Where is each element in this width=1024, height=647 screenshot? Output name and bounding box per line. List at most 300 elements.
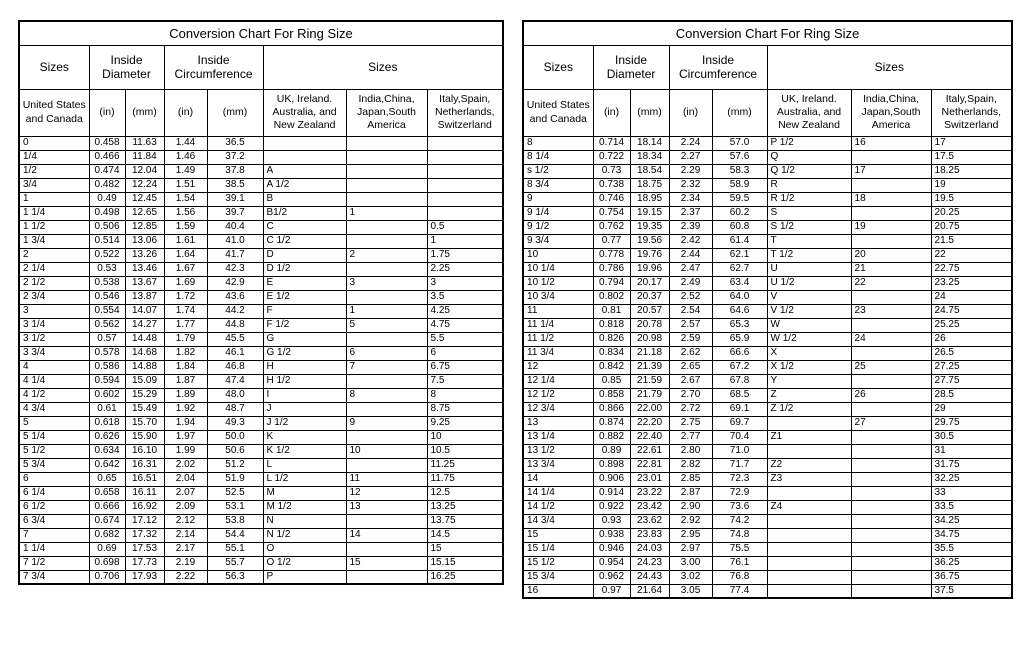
table-cell: 9.25 bbox=[427, 416, 503, 430]
table-cell: 0.49 bbox=[89, 192, 125, 206]
table-row bbox=[523, 136, 1012, 150]
table-cell: 14 3/4 bbox=[523, 514, 593, 528]
table-cell: 41.0 bbox=[207, 234, 263, 248]
table-cell: 44.2 bbox=[207, 304, 263, 318]
table-cell: 0.93 bbox=[593, 514, 630, 528]
column-header-row bbox=[19, 89, 503, 136]
table-cell: 15 3/4 bbox=[523, 570, 593, 584]
table-cell: 21.59 bbox=[630, 374, 669, 388]
table-cell: 4 bbox=[19, 360, 89, 374]
table-cell: 51.2 bbox=[207, 458, 263, 472]
table-row bbox=[523, 514, 1012, 528]
table-cell: 2.97 bbox=[669, 542, 712, 556]
table-cell: 2.02 bbox=[164, 458, 207, 472]
table-cell bbox=[346, 542, 427, 556]
table-cell bbox=[851, 346, 931, 360]
table-row bbox=[523, 150, 1012, 164]
table-cell bbox=[851, 570, 931, 584]
table-cell: 1 bbox=[427, 234, 503, 248]
table-cell bbox=[346, 136, 427, 150]
table-cell: 14.07 bbox=[125, 304, 164, 318]
table-cell: 10 bbox=[427, 430, 503, 444]
table-row bbox=[523, 430, 1012, 444]
table-cell: 3.05 bbox=[669, 584, 712, 598]
table-cell bbox=[767, 570, 851, 584]
table-row bbox=[523, 304, 1012, 318]
table-cell: 14.48 bbox=[125, 332, 164, 346]
table-cell: 10 bbox=[346, 444, 427, 458]
table-row bbox=[523, 444, 1012, 458]
table-cell: 1.94 bbox=[164, 416, 207, 430]
table-cell bbox=[767, 444, 851, 458]
table-title: Conversion Chart For Ring Size bbox=[19, 21, 503, 45]
table-cell: 9 bbox=[346, 416, 427, 430]
table-cell: 22 bbox=[931, 248, 1012, 262]
table-cell bbox=[767, 528, 851, 542]
table-cell: 13.25 bbox=[427, 500, 503, 514]
table-cell: 9 3/4 bbox=[523, 234, 593, 248]
table-cell: 1.49 bbox=[164, 164, 207, 178]
table-cell: 0.858 bbox=[593, 388, 630, 402]
table-cell: 12.5 bbox=[427, 486, 503, 500]
table-cell: 5 1/2 bbox=[19, 444, 89, 458]
table-cell: 18.14 bbox=[630, 136, 669, 150]
table-row bbox=[523, 164, 1012, 178]
table-cell: 6 1/4 bbox=[19, 486, 89, 500]
table-cell: 2.27 bbox=[669, 150, 712, 164]
table-cell: 0.546 bbox=[89, 290, 125, 304]
table-cell: 20.17 bbox=[630, 276, 669, 290]
column-header-circumference-in: (in) bbox=[669, 89, 712, 136]
table-cell: 1.92 bbox=[164, 402, 207, 416]
table-cell: 0.802 bbox=[593, 290, 630, 304]
table-cell bbox=[851, 542, 931, 556]
table-row bbox=[19, 206, 503, 220]
table-cell: 0.97 bbox=[593, 584, 630, 598]
table-cell: 1.46 bbox=[164, 150, 207, 164]
table-cell: 12.24 bbox=[125, 178, 164, 192]
table-cell: 36.25 bbox=[931, 556, 1012, 570]
table-cell: 16 bbox=[851, 136, 931, 150]
table-cell: 1.54 bbox=[164, 192, 207, 206]
table-cell: 0.77 bbox=[593, 234, 630, 248]
table-cell: Z 1/2 bbox=[767, 402, 851, 416]
table-cell: 72.9 bbox=[712, 486, 767, 500]
table-cell: 0.53 bbox=[89, 262, 125, 276]
table-cell: 54.4 bbox=[207, 528, 263, 542]
table-cell: 2.62 bbox=[669, 346, 712, 360]
table-cell: 12.04 bbox=[125, 164, 164, 178]
table-cell: 29 bbox=[931, 402, 1012, 416]
table-cell: 15 bbox=[346, 556, 427, 570]
table-row bbox=[19, 150, 503, 164]
table-row bbox=[19, 416, 503, 430]
table-cell: 11 bbox=[523, 304, 593, 318]
table-cell bbox=[851, 458, 931, 472]
table-cell: 26 bbox=[931, 332, 1012, 346]
table-row bbox=[19, 360, 503, 374]
table-row bbox=[19, 528, 503, 542]
table-cell: 3 3/4 bbox=[19, 346, 89, 360]
table-cell: 63.4 bbox=[712, 276, 767, 290]
table-cell: 15 1/2 bbox=[523, 556, 593, 570]
table-cell: 13 1/2 bbox=[523, 444, 593, 458]
table-cell: Y bbox=[767, 374, 851, 388]
table-row bbox=[523, 416, 1012, 430]
table-cell: 16.25 bbox=[427, 570, 503, 584]
table-cell: 23.25 bbox=[931, 276, 1012, 290]
table-row bbox=[19, 514, 503, 528]
table-row bbox=[19, 304, 503, 318]
table-cell: 12.85 bbox=[125, 220, 164, 234]
table-cell: 19.5 bbox=[931, 192, 1012, 206]
table-cell: 9 1/4 bbox=[523, 206, 593, 220]
table-cell: 55.7 bbox=[207, 556, 263, 570]
table-cell: B1/2 bbox=[263, 206, 346, 220]
table-cell: 15 bbox=[523, 528, 593, 542]
table-cell: 24.03 bbox=[630, 542, 669, 556]
table-cell bbox=[851, 514, 931, 528]
table-cell: 57.6 bbox=[712, 150, 767, 164]
table-cell bbox=[427, 136, 503, 150]
table-cell: A bbox=[263, 164, 346, 178]
table-cell: 15.09 bbox=[125, 374, 164, 388]
table-cell: 17.5 bbox=[931, 150, 1012, 164]
table-cell: 2.87 bbox=[669, 486, 712, 500]
table-cell bbox=[346, 234, 427, 248]
table-cell: B bbox=[263, 192, 346, 206]
table-cell: C 1/2 bbox=[263, 234, 346, 248]
table-cell: 1.51 bbox=[164, 178, 207, 192]
table-cell: 0.642 bbox=[89, 458, 125, 472]
table-cell: 15 bbox=[427, 542, 503, 556]
table-cell: 20.98 bbox=[630, 332, 669, 346]
table-cell bbox=[851, 444, 931, 458]
table-cell: 1.64 bbox=[164, 248, 207, 262]
table-row bbox=[523, 374, 1012, 388]
table-cell: 2.17 bbox=[164, 542, 207, 556]
table-cell: 14 1/2 bbox=[523, 500, 593, 514]
table-row bbox=[19, 290, 503, 304]
table-cell: 12 1/2 bbox=[523, 388, 593, 402]
table-cell: 18.95 bbox=[630, 192, 669, 206]
title-row bbox=[19, 21, 503, 45]
table-cell: 21.18 bbox=[630, 346, 669, 360]
table-cell: 14.68 bbox=[125, 346, 164, 360]
table-cell: 12.45 bbox=[125, 192, 164, 206]
table-cell: I bbox=[263, 388, 346, 402]
table-cell: K 1/2 bbox=[263, 444, 346, 458]
table-cell: 70.4 bbox=[712, 430, 767, 444]
table-cell: 35.5 bbox=[931, 542, 1012, 556]
table-row bbox=[19, 136, 503, 150]
header-inside-diameter: Inside Diameter bbox=[89, 45, 164, 89]
table-cell bbox=[767, 486, 851, 500]
table-cell: 0.5 bbox=[427, 220, 503, 234]
table-cell: 16.51 bbox=[125, 472, 164, 486]
table-cell: W bbox=[767, 318, 851, 332]
table-cell: 2.42 bbox=[669, 234, 712, 248]
table-cell: 4 3/4 bbox=[19, 402, 89, 416]
table-cell: 0.674 bbox=[89, 514, 125, 528]
table-cell: 13 bbox=[523, 416, 593, 430]
table-cell: 5 bbox=[19, 416, 89, 430]
table-cell bbox=[767, 584, 851, 598]
table-cell: 0.914 bbox=[593, 486, 630, 500]
table-cell: 29.75 bbox=[931, 416, 1012, 430]
table-cell: 46.1 bbox=[207, 346, 263, 360]
table-cell: 12 bbox=[523, 360, 593, 374]
table-cell: 2.57 bbox=[669, 318, 712, 332]
group-header-row bbox=[19, 45, 503, 89]
table-row bbox=[19, 164, 503, 178]
table-cell: 22.40 bbox=[630, 430, 669, 444]
table-cell: 18.75 bbox=[630, 178, 669, 192]
table-cell bbox=[851, 234, 931, 248]
table-row bbox=[19, 472, 503, 486]
table-cell: 11 bbox=[346, 472, 427, 486]
table-cell: 64.0 bbox=[712, 290, 767, 304]
table-cell: 39.1 bbox=[207, 192, 263, 206]
table-cell bbox=[851, 402, 931, 416]
table-row bbox=[523, 360, 1012, 374]
table-cell: 12.65 bbox=[125, 206, 164, 220]
table-cell bbox=[767, 542, 851, 556]
table-cell: 32.25 bbox=[931, 472, 1012, 486]
table-cell: 14.5 bbox=[427, 528, 503, 542]
table-cell: 1 3/4 bbox=[19, 234, 89, 248]
table-row bbox=[19, 430, 503, 444]
table-cell: 0.722 bbox=[593, 150, 630, 164]
table-cell: 0.474 bbox=[89, 164, 125, 178]
table-cell: 2.90 bbox=[669, 500, 712, 514]
table-cell: 39.7 bbox=[207, 206, 263, 220]
table-cell: 66.6 bbox=[712, 346, 767, 360]
table-cell: 2 bbox=[19, 248, 89, 262]
table-cell: 2.85 bbox=[669, 472, 712, 486]
table-cell: 75.5 bbox=[712, 542, 767, 556]
table-title: Conversion Chart For Ring Size bbox=[523, 21, 1012, 45]
table-cell: 18.25 bbox=[931, 164, 1012, 178]
table-cell: 19.35 bbox=[630, 220, 669, 234]
table-cell: 0.746 bbox=[593, 192, 630, 206]
table-cell: 8 3/4 bbox=[523, 178, 593, 192]
table-cell: 2.32 bbox=[669, 178, 712, 192]
table-cell: 17 bbox=[851, 164, 931, 178]
table-cell: O 1/2 bbox=[263, 556, 346, 570]
table-cell: 12 bbox=[346, 486, 427, 500]
table-cell: 11 3/4 bbox=[523, 346, 593, 360]
table-row bbox=[19, 220, 503, 234]
table-cell: 0.538 bbox=[89, 276, 125, 290]
table-cell: 11 1/4 bbox=[523, 318, 593, 332]
table-cell: 19.96 bbox=[630, 262, 669, 276]
table-row bbox=[19, 570, 503, 584]
table-cell: 2.39 bbox=[669, 220, 712, 234]
header-inside-circumference: Inside Circumference bbox=[164, 45, 263, 89]
table-row bbox=[523, 276, 1012, 290]
table-cell: Z bbox=[767, 388, 851, 402]
table-cell: 13 bbox=[346, 500, 427, 514]
table-cell: 2.67 bbox=[669, 374, 712, 388]
table-row bbox=[19, 402, 503, 416]
table-cell: 13.46 bbox=[125, 262, 164, 276]
table-body bbox=[19, 136, 503, 584]
table-cell: 4 1/4 bbox=[19, 374, 89, 388]
table-cell: 7 3/4 bbox=[19, 570, 89, 584]
table-cell: 69.1 bbox=[712, 402, 767, 416]
table-row bbox=[19, 248, 503, 262]
table-cell bbox=[346, 374, 427, 388]
table-cell: 73.6 bbox=[712, 500, 767, 514]
table-cell: 21.5 bbox=[931, 234, 1012, 248]
table-cell: 72.3 bbox=[712, 472, 767, 486]
table-cell: 2.95 bbox=[669, 528, 712, 542]
table-cell: 74.2 bbox=[712, 514, 767, 528]
column-header-diameter-in: (in) bbox=[593, 89, 630, 136]
table-cell: 23.01 bbox=[630, 472, 669, 486]
table-row bbox=[19, 500, 503, 514]
table-cell: 0.762 bbox=[593, 220, 630, 234]
table-cell: 0.73 bbox=[593, 164, 630, 178]
table-cell: 0.794 bbox=[593, 276, 630, 290]
table-cell: 37.5 bbox=[931, 584, 1012, 598]
table-row bbox=[523, 234, 1012, 248]
table-cell: 19.15 bbox=[630, 206, 669, 220]
table-cell: 14.88 bbox=[125, 360, 164, 374]
table-cell: P bbox=[263, 570, 346, 584]
table-row bbox=[523, 220, 1012, 234]
table-cell: 20.37 bbox=[630, 290, 669, 304]
table-cell: 21.39 bbox=[630, 360, 669, 374]
table-cell bbox=[851, 178, 931, 192]
table-row bbox=[19, 556, 503, 570]
header-inside-circumference: Inside Circumference bbox=[669, 45, 767, 89]
table-cell: 7 bbox=[346, 360, 427, 374]
table-cell: 1 bbox=[346, 206, 427, 220]
table-cell: 8 1/4 bbox=[523, 150, 593, 164]
table-row bbox=[523, 290, 1012, 304]
table-cell: 1 bbox=[346, 304, 427, 318]
table-cell: 8.75 bbox=[427, 402, 503, 416]
table-cell: 58.9 bbox=[712, 178, 767, 192]
table-cell: Z2 bbox=[767, 458, 851, 472]
table-cell: 2.52 bbox=[669, 290, 712, 304]
table-cell: 46.8 bbox=[207, 360, 263, 374]
table-cell: 23 bbox=[851, 304, 931, 318]
column-header-uk-ireland: UK, Ireland. Australia, and New Zealand bbox=[767, 89, 851, 136]
table-cell: 34.75 bbox=[931, 528, 1012, 542]
column-header-circumference-mm: (mm) bbox=[712, 89, 767, 136]
table-cell: 3 1/4 bbox=[19, 318, 89, 332]
table-cell: 13 1/4 bbox=[523, 430, 593, 444]
table-cell: 2.59 bbox=[669, 332, 712, 346]
table-row bbox=[523, 332, 1012, 346]
table-cell: 24.43 bbox=[630, 570, 669, 584]
table-cell: 48.0 bbox=[207, 388, 263, 402]
table-cell: M bbox=[263, 486, 346, 500]
table-cell: 0.506 bbox=[89, 220, 125, 234]
table-cell: 76.8 bbox=[712, 570, 767, 584]
table-cell: 76.1 bbox=[712, 556, 767, 570]
table-cell: H bbox=[263, 360, 346, 374]
table-cell: 64.6 bbox=[712, 304, 767, 318]
table-cell: 27.75 bbox=[931, 374, 1012, 388]
table-cell bbox=[346, 192, 427, 206]
table-cell: 2.24 bbox=[669, 136, 712, 150]
table-cell bbox=[263, 150, 346, 164]
table-cell: 2.70 bbox=[669, 388, 712, 402]
table-cell: L bbox=[263, 458, 346, 472]
table-cell: U bbox=[767, 262, 851, 276]
table-cell: 36.75 bbox=[931, 570, 1012, 584]
table-cell: 24.75 bbox=[931, 304, 1012, 318]
table-cell: 2.77 bbox=[669, 430, 712, 444]
table-cell: 27 bbox=[851, 416, 931, 430]
table-cell: 13.67 bbox=[125, 276, 164, 290]
table-cell: 15 1/4 bbox=[523, 542, 593, 556]
table-row bbox=[19, 262, 503, 276]
table-cell: 20 bbox=[851, 248, 931, 262]
table-cell: 0.906 bbox=[593, 472, 630, 486]
table-cell bbox=[346, 402, 427, 416]
table-cell: 13.06 bbox=[125, 234, 164, 248]
table-cell: 67.2 bbox=[712, 360, 767, 374]
table-cell: 2.37 bbox=[669, 206, 712, 220]
table-row bbox=[19, 388, 503, 402]
table-cell bbox=[851, 584, 931, 598]
table-cell: G 1/2 bbox=[263, 346, 346, 360]
table-cell: 16 bbox=[523, 584, 593, 598]
table-cell bbox=[851, 374, 931, 388]
table-cell: 36.5 bbox=[207, 136, 263, 150]
table-cell: 20.78 bbox=[630, 318, 669, 332]
table-cell: 2.72 bbox=[669, 402, 712, 416]
table-cell bbox=[851, 486, 931, 500]
table-row bbox=[523, 318, 1012, 332]
table-cell: 38.5 bbox=[207, 178, 263, 192]
table-cell bbox=[767, 514, 851, 528]
table-cell: 62.1 bbox=[712, 248, 767, 262]
table-cell bbox=[851, 206, 931, 220]
table-cell: A 1/2 bbox=[263, 178, 346, 192]
table-cell: 0.954 bbox=[593, 556, 630, 570]
table-cell: 17.93 bbox=[125, 570, 164, 584]
table-cell: 5 bbox=[346, 318, 427, 332]
table-cell: 18.34 bbox=[630, 150, 669, 164]
table-cell bbox=[851, 290, 931, 304]
table-cell: 16.11 bbox=[125, 486, 164, 500]
table-cell: 49.3 bbox=[207, 416, 263, 430]
table-row bbox=[19, 542, 503, 556]
table-cell: X 1/2 bbox=[767, 360, 851, 374]
table-cell: 5 3/4 bbox=[19, 458, 89, 472]
table-cell: 0.522 bbox=[89, 248, 125, 262]
column-header-india-china: India,China, Japan,South America bbox=[851, 89, 931, 136]
table-cell: 16.10 bbox=[125, 444, 164, 458]
table-cell: 2.54 bbox=[669, 304, 712, 318]
table-cell: 0 bbox=[19, 136, 89, 150]
table-cell bbox=[427, 150, 503, 164]
table-row bbox=[19, 458, 503, 472]
table-cell: 31 bbox=[931, 444, 1012, 458]
table-cell: 18.54 bbox=[630, 164, 669, 178]
table-cell: 0.818 bbox=[593, 318, 630, 332]
table-cell: Z1 bbox=[767, 430, 851, 444]
table-cell: 0.458 bbox=[89, 136, 125, 150]
table-cell: 23.62 bbox=[630, 514, 669, 528]
table-cell: 3/4 bbox=[19, 178, 89, 192]
